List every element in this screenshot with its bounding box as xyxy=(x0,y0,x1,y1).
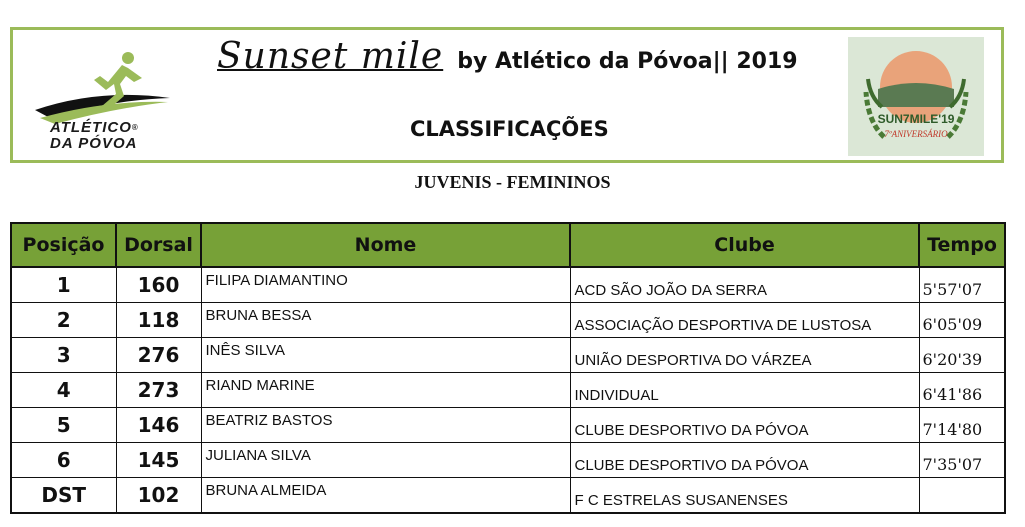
registered-mark: ® xyxy=(131,123,139,132)
title-rest: by Atlético da Póvoa|| 2019 xyxy=(457,49,798,74)
cell-clube: CLUBE DESPORTIVO DA PÓVOA xyxy=(570,443,919,478)
category-title: JUVENIS - FEMININOS xyxy=(414,172,611,192)
cell-nome: JULIANA SILVA xyxy=(201,443,570,478)
cell-tempo: 5'57'07 xyxy=(919,267,1005,303)
cell-dorsal: 160 xyxy=(116,267,201,303)
logo-line2: DA PÓVOA xyxy=(50,135,138,152)
page-title xyxy=(217,36,798,80)
cell-nome: RIAND MARINE xyxy=(201,373,570,408)
anniversary-badge-icon xyxy=(848,37,984,156)
cell-posicao: 3 xyxy=(11,338,116,373)
title-script: Sunset mile xyxy=(217,36,444,77)
logo-text xyxy=(50,120,139,152)
table-row xyxy=(11,303,1005,338)
cell-nome: FILIPA DIAMANTINO xyxy=(201,267,570,303)
table-row xyxy=(11,373,1005,408)
results-table xyxy=(10,222,1006,514)
cell-dorsal: 118 xyxy=(116,303,201,338)
cell-dorsal: 102 xyxy=(116,478,201,514)
cell-dorsal: 276 xyxy=(116,338,201,373)
table-row xyxy=(11,267,1005,303)
cell-posicao: 5 xyxy=(11,408,116,443)
cell-clube: ASSOCIAÇÃO DESPORTIVA DE LUSTOSA xyxy=(570,303,919,338)
cell-clube: F C ESTRELAS SUSANENSES xyxy=(570,478,919,514)
table-row xyxy=(11,338,1005,373)
cell-tempo: 6'05'09 xyxy=(919,303,1005,338)
table-row xyxy=(11,478,1005,514)
table-row xyxy=(11,408,1005,443)
column-header-nome: Nome xyxy=(201,223,570,267)
cell-dorsal: 146 xyxy=(116,408,201,443)
logo-line1: ATLÉTICO xyxy=(50,119,132,136)
cell-tempo xyxy=(919,478,1005,514)
badge-line1: SUN7MILE'19 xyxy=(877,112,955,126)
cell-clube: UNIÃO DESPORTIVA DO VÁRZEA xyxy=(570,338,919,373)
column-header-posicao: Posição xyxy=(11,223,116,267)
cell-nome: BRUNA BESSA xyxy=(201,303,570,338)
cell-tempo: 7'14'80 xyxy=(919,408,1005,443)
cell-clube: INDIVIDUAL xyxy=(570,373,919,408)
cell-dorsal: 273 xyxy=(116,373,201,408)
cell-posicao: DST xyxy=(11,478,116,514)
table-row xyxy=(11,443,1005,478)
cell-nome: BEATRIZ BASTOS xyxy=(201,408,570,443)
table-header-row xyxy=(11,223,1005,267)
column-header-dorsal: Dorsal xyxy=(116,223,201,267)
cell-posicao: 4 xyxy=(11,373,116,408)
column-header-clube: Clube xyxy=(570,223,919,267)
column-header-tempo: Tempo xyxy=(919,223,1005,267)
cell-posicao: 2 xyxy=(11,303,116,338)
cell-tempo: 7'35'07 xyxy=(919,443,1005,478)
cell-posicao: 1 xyxy=(11,267,116,303)
badge-line2: 7ºANIVERSÁRIO xyxy=(884,129,948,139)
cell-nome: BRUNA ALMEIDA xyxy=(201,478,570,514)
cell-posicao: 6 xyxy=(11,443,116,478)
cell-clube: ACD SÃO JOÃO DA SERRA xyxy=(570,267,919,303)
page-subtitle: CLASSIFICAÇÕES xyxy=(410,117,609,141)
cell-tempo: 6'41'86 xyxy=(919,373,1005,408)
cell-clube: CLUBE DESPORTIVO DA PÓVOA xyxy=(570,408,919,443)
cell-nome: INÊS SILVA xyxy=(201,338,570,373)
cell-tempo: 6'20'39 xyxy=(919,338,1005,373)
cell-dorsal: 145 xyxy=(116,443,201,478)
